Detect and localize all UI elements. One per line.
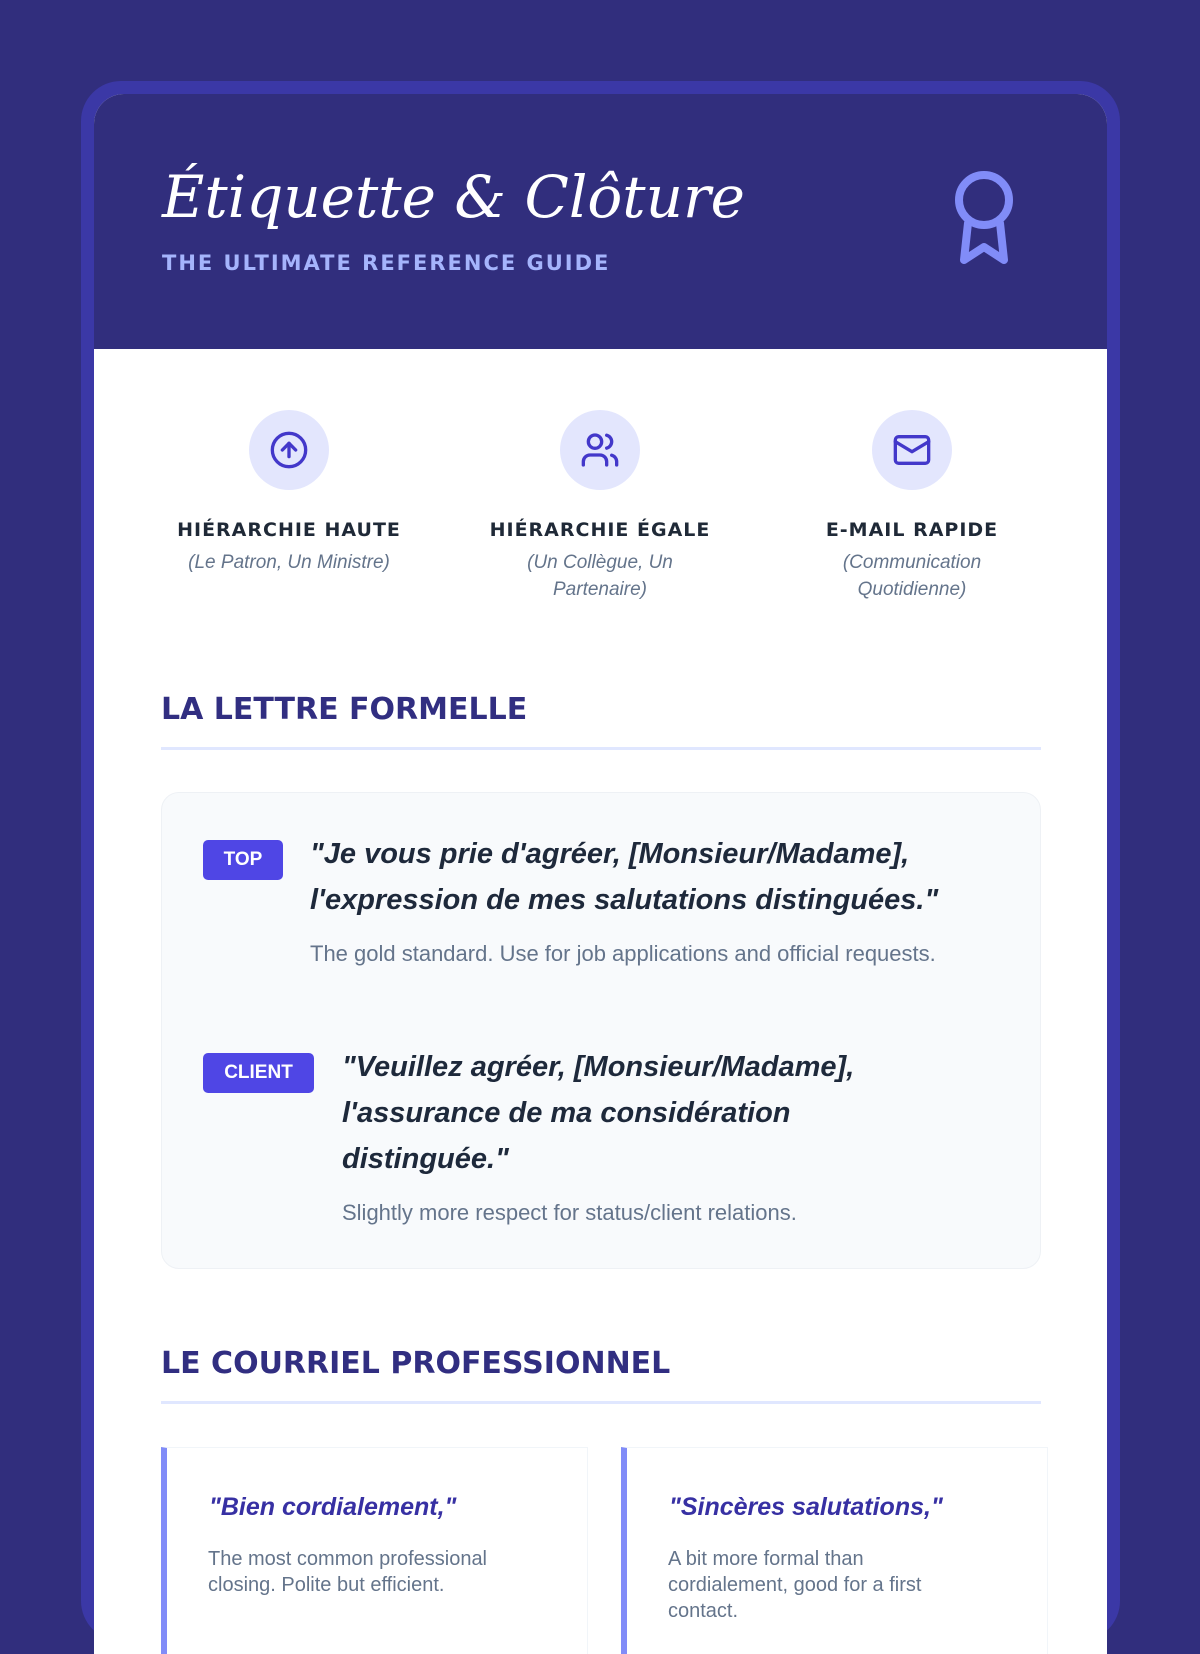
page-title: Étiquette & Clôture <box>162 163 746 231</box>
hierarchy-label: E-MAIL RAPIDE <box>825 519 999 541</box>
closing-note: The gold standard. Use for job applications and official requests. <box>310 941 936 966</box>
hierarchy-high <box>133 410 445 576</box>
email-closing-desc: The most common professional closing. Polite but efficient. <box>208 1548 488 1596</box>
section-title-email: LE COURRIEL PROFESSIONNEL <box>161 1345 1041 1404</box>
arrow-up-circle-icon <box>249 410 329 490</box>
hierarchy-sub: (Un Collègue, Un Partenaire) <box>527 552 673 600</box>
reference-card <box>94 94 1107 1654</box>
closing-quote: "Je vous prie d'agréer, [Monsieur/Madame], l'expression de mes salutations distinguées." <box>310 838 939 916</box>
closing-note: Slightly more respect for status/client relations. <box>342 1200 797 1225</box>
email-closing-quote: "Sincères salutations," <box>669 1493 943 1521</box>
users-icon <box>560 410 640 490</box>
formal-closings-box <box>161 792 1041 1269</box>
badge-top: TOP <box>203 840 283 880</box>
hierarchy-sub: (Le Patron, Un Ministre) <box>188 552 390 573</box>
hierarchy-label: HIÉRARCHIE HAUTE <box>177 519 401 541</box>
email-closing-quote: "Bien cordialement," <box>209 1493 457 1521</box>
email-closing-card <box>621 1447 1048 1654</box>
mail-icon <box>872 410 952 490</box>
page-subtitle: THE ULTIMATE REFERENCE GUIDE <box>162 251 611 275</box>
section-title-formal: LA LETTRE FORMELLE <box>161 691 1041 750</box>
hierarchy-equal <box>444 410 756 603</box>
email-closing-desc: A bit more formal than cordialement, good for a first contact. <box>668 1548 922 1622</box>
badge-client: CLIENT <box>203 1053 314 1093</box>
hierarchy-label: HIÉRARCHIE ÉGALE <box>489 519 711 541</box>
hierarchy-sub: (Communication Quotidienne) <box>842 552 982 600</box>
closing-quote: "Veuillez agréer, [Monsieur/Madame], l'assurance de ma considération distinguée." <box>342 1051 855 1175</box>
hierarchy-email <box>756 410 1068 603</box>
award-ribbon-icon <box>952 170 1016 270</box>
email-closing-card <box>161 1447 588 1654</box>
card-header <box>94 94 1107 349</box>
